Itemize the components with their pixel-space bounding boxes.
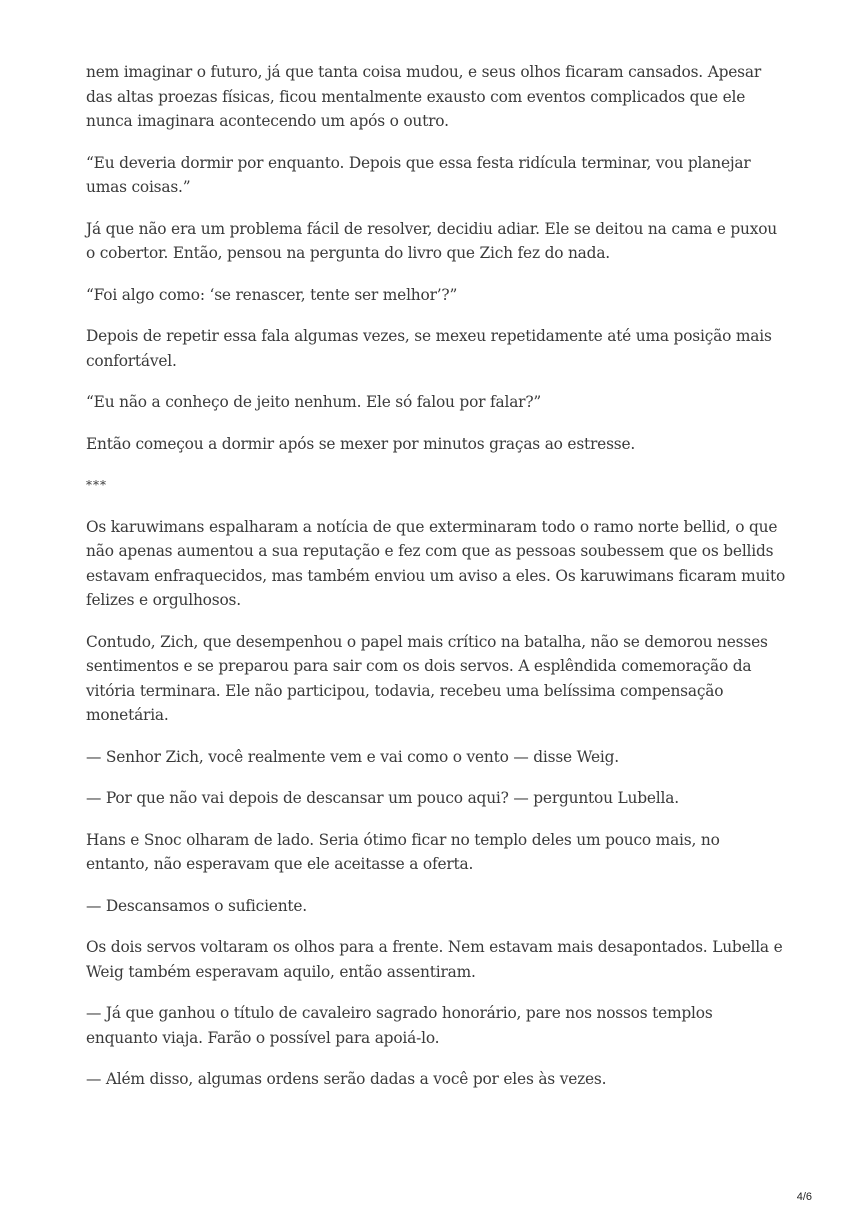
paragraph: “Foi algo como: ‘se renascer, tente ser melhor’?” bbox=[86, 285, 458, 304]
paragraph: — Descansamos o suficiente. bbox=[86, 896, 307, 915]
paragraph: — Por que não vai depois de descansar um pouco aqui? — perguntou Lubella. bbox=[86, 789, 679, 807]
paragraph: Depois de repetir essa fala algumas vezes, se mexeu repetidamente até uma posição mais confortável. bbox=[86, 327, 772, 370]
paragraph: Contudo, Zich, que desempenhou o papel mais crítico na batalha, não se demorou nesses sentimentos e se preparou para sair com os dois servos. A esplêndida comemoração da vitória terminara. Ele não participou, todavia, recebeu uma belíssima compensação monetária. bbox=[86, 632, 768, 724]
paragraph: nem imaginar o futuro, já que tanta coisa mudou, e seus olhos ficaram cansados. Apesar das altas proezas físicas, ficou mentalmente exausto com eventos complicados que ele nunca imaginara acontecendo um após o outro. bbox=[86, 63, 761, 130]
paragraph: Hans e Snoc olharam de lado. Seria ótimo ficar no templo deles um pouco mais, no entanto, não esperavam que ele aceitasse a oferta. bbox=[86, 830, 720, 873]
paragraph: Já que não era um problema fácil de resolver, decidiu adiar. Ele se deitou na cama e puxou o cobertor. Então, pensou na pergunta do livro que Zich fez do nada. bbox=[86, 219, 777, 262]
document-body bbox=[86, 60, 786, 1109]
paragraph: Os dois servos voltaram os olhos para a frente. Nem estavam mais desapontados. Lubella e Weig também esperavam aquilo, então assentiram. bbox=[86, 938, 783, 981]
page-number: 4/6 bbox=[796, 1191, 812, 1203]
paragraph: Os karuwimans espalharam a notícia de que exterminaram todo o ramo norte bellid, o que não apenas aumentou a sua reputação e fez com que as pessoas soubessem que os bellids estavam enfraquecidos, mas também enviou um aviso a eles. Os karuwimans ficaram muito felizes e orgulhosos. bbox=[86, 517, 786, 609]
paragraph: “Eu deveria dormir por enquanto. Depois que essa festa ridícula terminar, vou planejar umas coisas.” bbox=[86, 153, 751, 196]
scene-separator: *** bbox=[86, 478, 107, 492]
paragraph: — Senhor Zich, você realmente vem e vai como o vento — disse Weig. bbox=[86, 747, 619, 766]
paragraph: Então começou a dormir após se mexer por minutos graças ao estresse. bbox=[86, 434, 636, 453]
paragraph: — Já que ganhou o título de cavaleiro sagrado honorário, pare nos nossos templos enquanto viaja. Farão o possível para apoiá-lo. bbox=[86, 1004, 713, 1047]
paragraph: “Eu não a conheço de jeito nenhum. Ele só falou por falar?” bbox=[86, 393, 542, 411]
paragraph: — Além disso, algumas ordens serão dadas a você por eles às vezes. bbox=[86, 1070, 607, 1088]
